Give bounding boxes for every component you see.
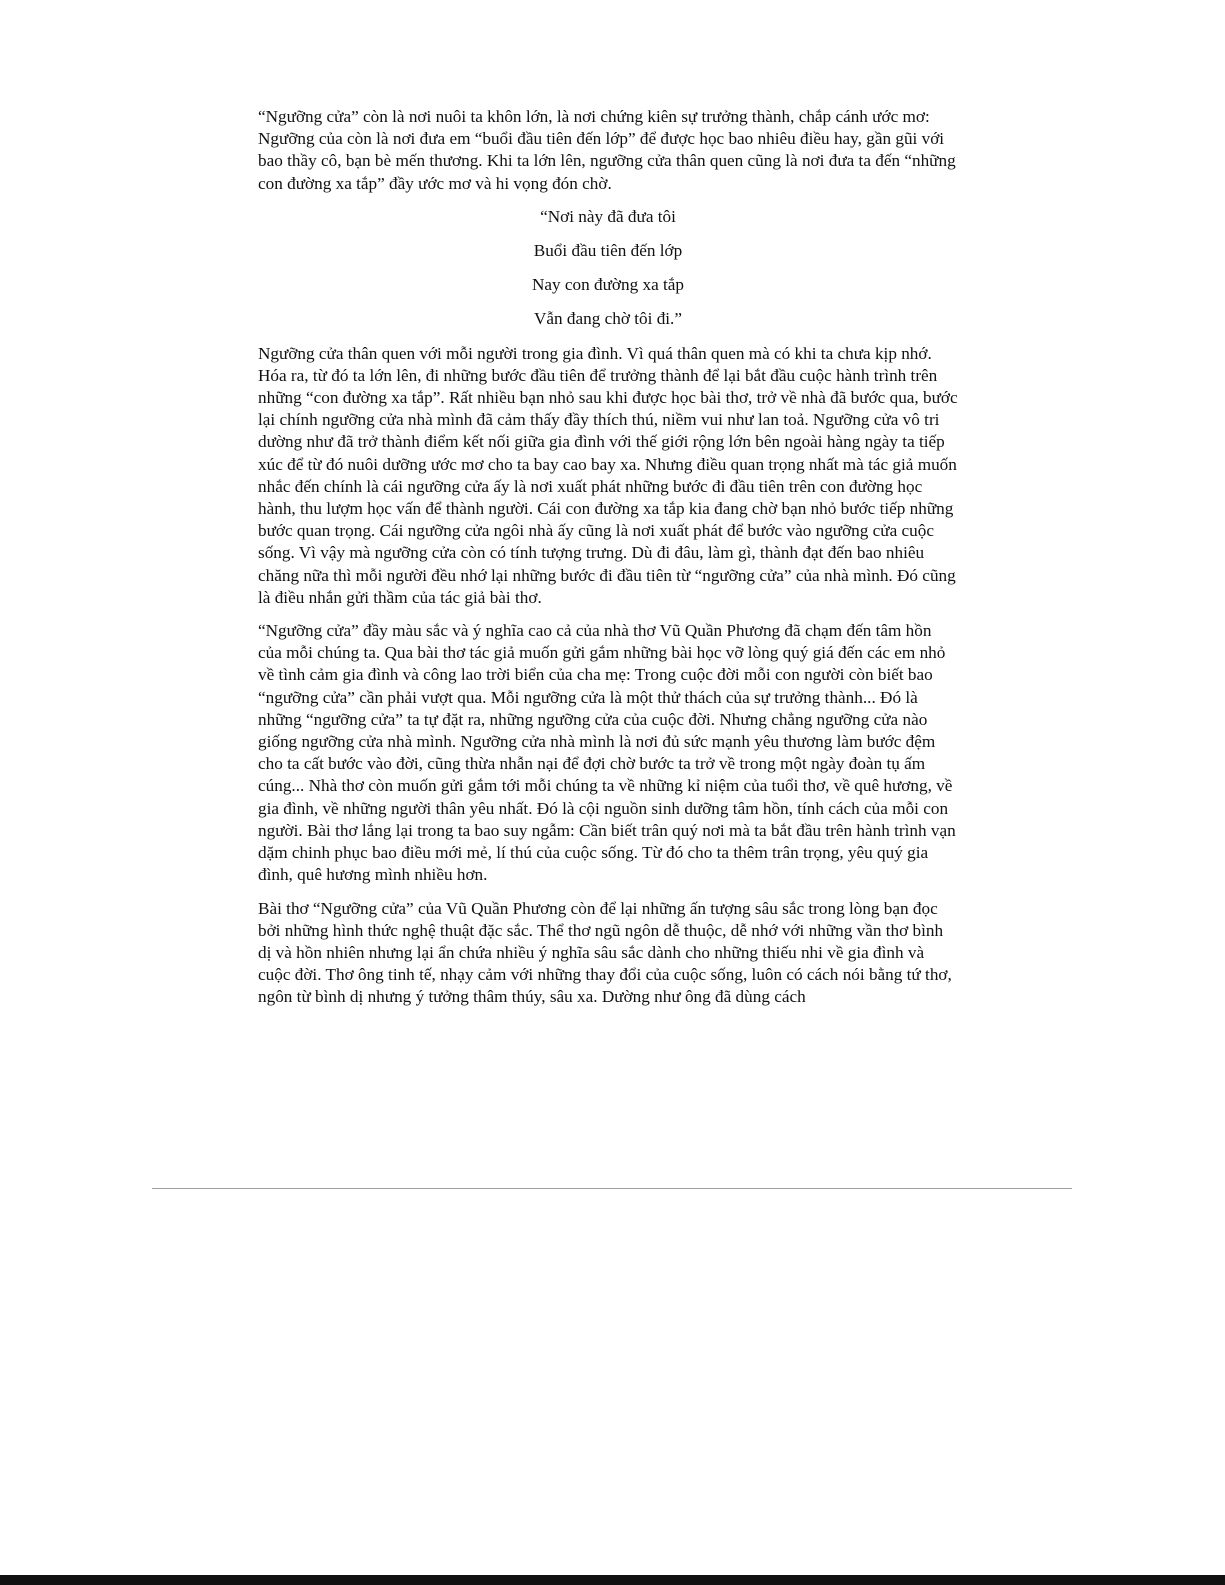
page-divider bbox=[152, 1188, 1072, 1189]
paragraph-artistic-form: Bài thơ “Ngưỡng cửa” của Vũ Quần Phương còn để lại những ấn tượng sâu sắc trong lòng bạn đọc bởi những hình thức nghệ thuật đặc sắc. Thể thơ ngũ ngôn dễ thuộc, dễ nhớ với những vần thơ bình dị và hồn nhiên nhưng lại ẩn chứa nhiều ý nghĩa sâu sắc dành cho những thiếu nhi về gia đình và cuộc đời. Thơ ông tinh tế, nhạy cảm với những thay đổi của cuộc sống, luôn có cách nói bằng tứ thơ, ngôn từ bình dị nhưng ý tưởng thâm thúy, sâu xa. Dường như ông đã dùng cách bbox=[258, 898, 952, 1007]
poem-stanza bbox=[258, 206, 958, 331]
document-page-body bbox=[258, 106, 958, 1020]
paragraph-poet-message: “Ngưỡng cửa” đầy màu sắc và ý nghĩa cao cả của nhà thơ Vũ Quần Phương đã chạm đến tâm hồn của mỗi chúng ta. Qua bài thơ tác giả muốn gửi gắm những bài học vỡ lòng quý giá đến các em nhỏ về tình cảm gia đình và công lao trời biển của cha mẹ: Trong cuộc đời mỗi con người còn biết bao “ngưỡng cửa” cần phải vượt qua. Mỗi ngưỡng cửa là một thử thách của sự trưởng thành... Đó là những “ngưỡng cửa” ta tự đặt ra, những ngưỡng cửa của cuộc đời. Nhưng chẳng ngưỡng cửa nào giống ngưỡng cửa nhà mình. Ngưỡng cửa nhà mình là nơi đủ sức mạnh yêu thương làm bước đệm cho ta cất bước vào đời, cũng thừa nhẫn nại để đợi chờ bước ta trở về trong một ngày đoàn tụ ấm cúng... Nhà thơ còn muốn gửi gắm tới mỗi chúng ta về những kỉ niệm của tuổi thơ, về quê hương, về gia đình, về những người thân yêu nhất. Đó là cội nguồn sinh dưỡng tâm hồn, tính cách của mỗi con người. Bài thơ lắng lại trong ta bao suy ngẫm: Cần biết trân quý nơi mà ta bắt đầu trên hành trình vạn dặm chinh phục bao điều mới mẻ, lí thú của cuộc sống. Từ đó cho ta thêm trân trọng, yêu quý gia đình, quê hương mình nhiều hơn. bbox=[258, 621, 956, 885]
poem-line-4: Vẫn đang chờ tôi đi.” bbox=[534, 309, 682, 329]
poem-line-1: “Nơi này đã đưa tôi bbox=[540, 206, 676, 226]
poem-line-2: Buổi đầu tiên đến lớp bbox=[533, 241, 683, 261]
page-bottom-edge bbox=[0, 1575, 1225, 1585]
paragraph-threshold-meaning: Ngưỡng cửa thân quen với mỗi người trong gia đình. Vì quá thân quen mà có khi ta chưa kịp nhớ. Hóa ra, từ đó ta lớn lên, đi những bước đầu tiên để trưởng thành để lại bắt đầu cuộc hành trình trên những “con đường xa tắp”. Rất nhiều bạn nhỏ sau khi được học bài thơ, trở về nhà đã bước qua, bước lại chính ngưỡng cửa nhà mình đã cảm thấy đầy thích thú, niềm vui như lan toả. Ngưỡng cửa vô tri dường như đã trở thành điểm kết nối giữa gia đình với thế giới rộng lớn bên ngoài hàng ngày ta tiếp xúc để từ đó nuôi dưỡng ước mơ cho ta bay cao bay xa. Nhưng điều quan trọng nhất mà tác giả muốn nhắc đến chính là cái ngưỡng cửa ấy là nơi xuất phát những bước đi đầu tiên trên con đường học hành, thu lượm học vấn để thành người. Cái con đường xa tắp kia đang chờ bạn nhỏ bước tiếp những bước quan trọng. Cái ngưỡng cửa ngôi nhà ấy cũng là nơi xuất phát để bước vào ngưỡng cửa cuộc sống. Vì vậy mà ngưỡng cửa còn có tính tượng trưng. Dù đi đâu, làm gì, thành đạt đến bao nhiêu chăng nữa thì mỗi người đều nhớ lại những bước đi đầu tiên từ “ngưỡng cửa” của nhà mình. Đó cũng là điều nhắn gửi thầm của tác giả bài thơ. bbox=[258, 343, 958, 607]
paragraph-intro: “Ngưỡng cửa” còn là nơi nuôi ta khôn lớn, là nơi chứng kiên sự trưởng thành, chắp cánh ước mơ: Ngưỡng của còn là nơi đưa em “buổi đầu tiên đến lớp” để được học bao nhiêu điều hay, gần gũi với bao thầy cô, bạn bè mến thương. Khi ta lớn lên, ngưỡng cửa thân quen cũng là nơi đưa ta đến “những con đường xa tắp” đầy ước mơ và hi vọng đón chờ. bbox=[258, 107, 956, 193]
poem-line-3: Nay con đường xa tắp bbox=[531, 275, 685, 295]
